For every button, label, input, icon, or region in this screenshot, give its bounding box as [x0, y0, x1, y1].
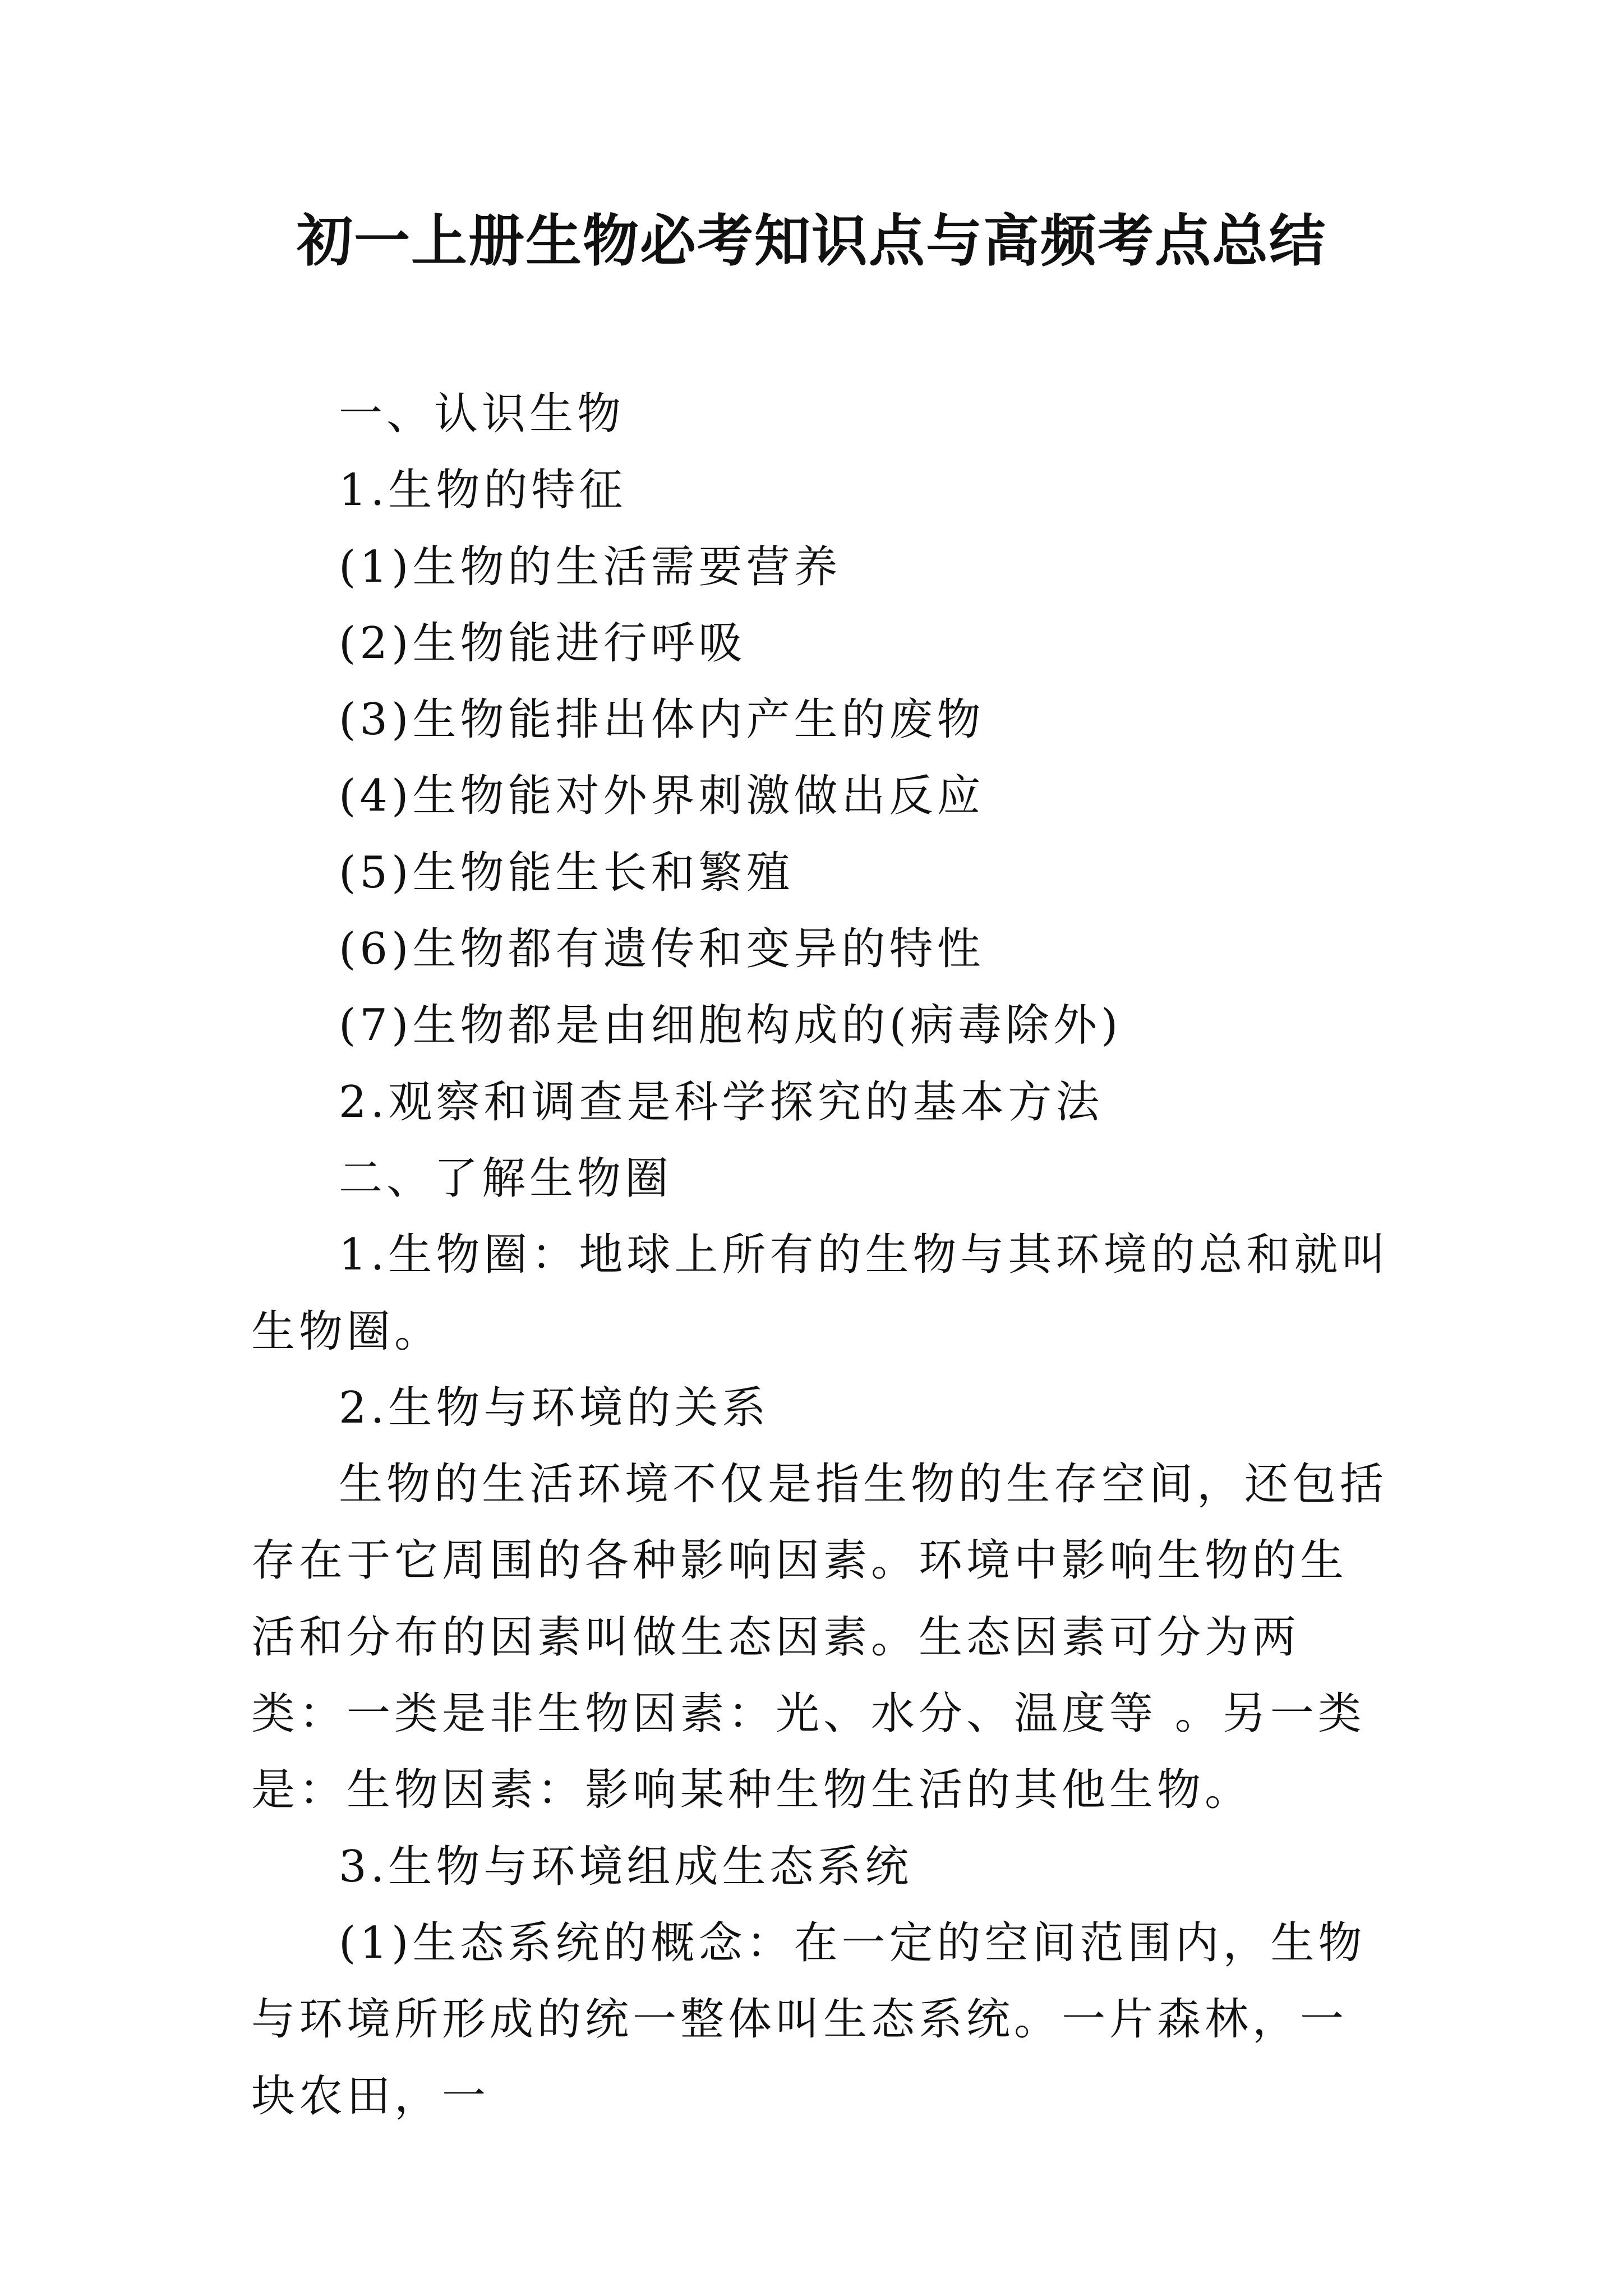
body-paragraph: 1.生物圈：地球上所有的生物与其环境的总和就叫生物圈。: [251, 1230, 1390, 1357]
list-item: (4)生物能对外界刺激做出反应: [339, 771, 985, 822]
list-item: (7)生物都是由细胞构成的(病毒除外): [339, 1000, 1122, 1051]
list-item: (1)生物的生活需要营养: [339, 541, 842, 592]
body-paragraph: (1)生态系统的概念：在一定的空间范围内，生物与环境所形成的统一整体叫生态系统。一片森林，一块农田，一: [251, 1917, 1366, 2122]
document-title: 初一上册生物必考知识点与高频考点总结: [297, 208, 1326, 274]
list-item: (2)生物能进行呼吸: [339, 618, 746, 669]
section-heading: 一、认识生物: [339, 389, 625, 439]
subsection-heading: 2.生物与环境的关系: [339, 1382, 770, 1433]
list-item: (5)生物能生长和繁殖: [339, 847, 794, 898]
subsection-heading: 3.生物与环境组成生态系统: [339, 1841, 913, 1892]
section-heading: 二、了解生物圈: [339, 1153, 673, 1204]
subsection-heading: 1.生物的特征: [339, 465, 627, 516]
subsection-heading: 2.观察和调查是科学探究的基本方法: [339, 1076, 1104, 1128]
document-body: [251, 376, 1390, 2134]
list-item: (3)生物能排出体内产生的废物: [339, 694, 985, 746]
body-paragraph: 生物的生活环境不仅是指生物的生存空间，还包括存在于它周围的各种影响因素。环境中影响生物的生活和分布的因素叫做生态因素。生态因素可分为两类：一类是非生物因素：光、水分、温度等 。另一类是：生物因素：影响某种生物生活的其他生物。: [251, 1459, 1388, 1816]
list-item: (6)生物都有遗传和变异的特性: [339, 924, 985, 975]
